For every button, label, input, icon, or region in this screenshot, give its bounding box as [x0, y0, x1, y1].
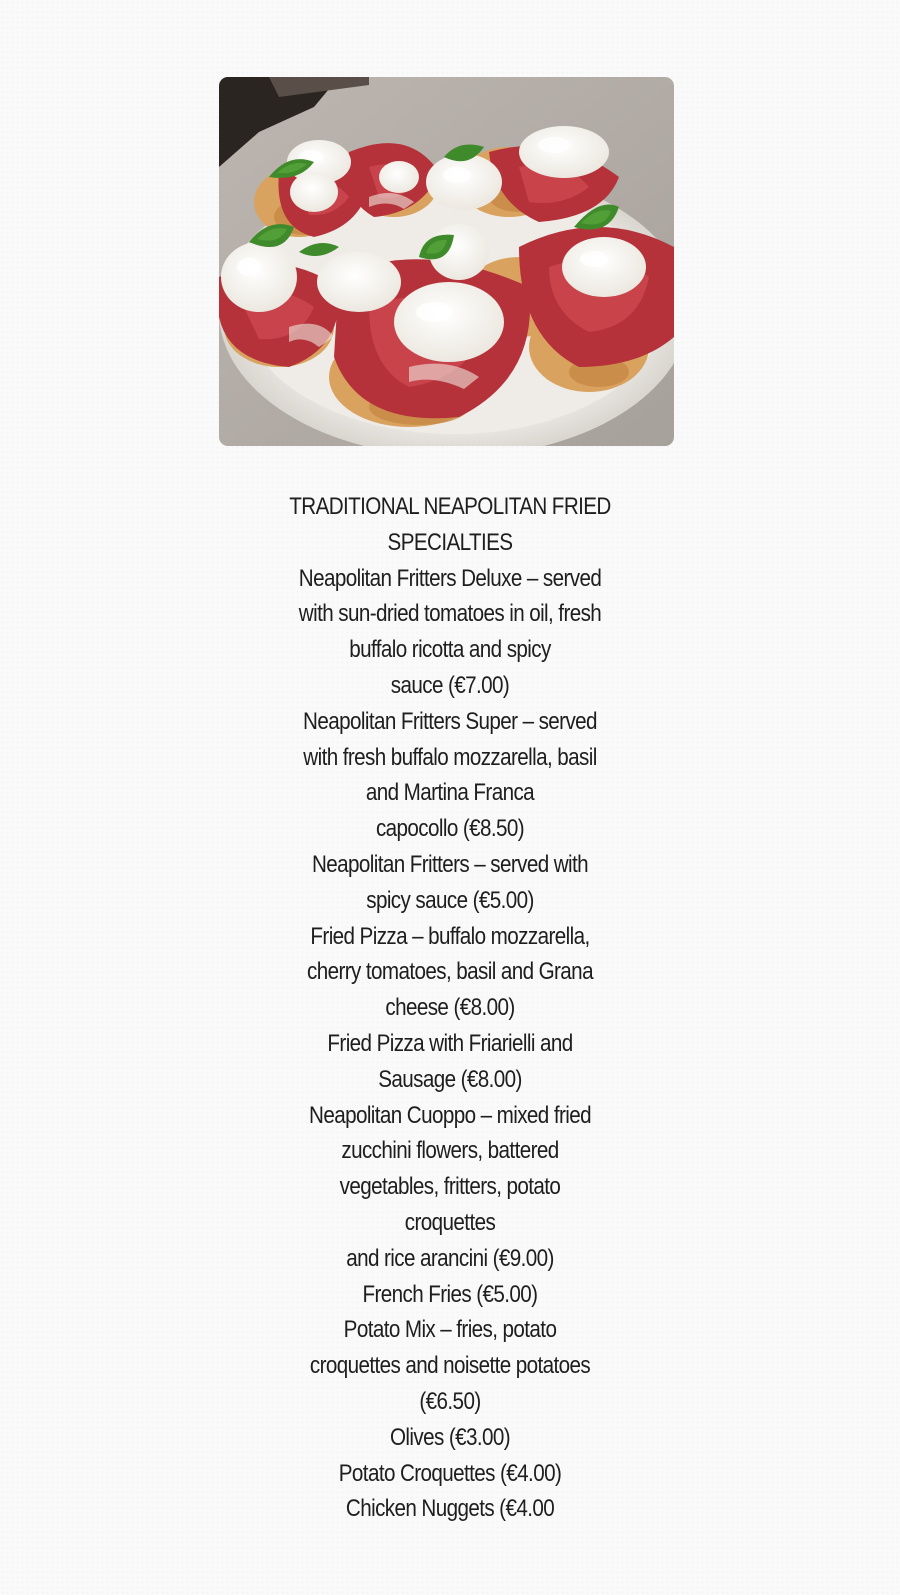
- menu-text: [200, 489, 700, 1527]
- menu-item-line: Neapolitan Fritters Deluxe – served: [298, 564, 602, 592]
- menu-item-line: Neapolitan Fritters – served with: [311, 850, 589, 878]
- menu-title: [200, 489, 700, 561]
- menu-item-line: and Martina Franca: [365, 779, 535, 807]
- menu-item-line: zucchini flowers, battered: [341, 1137, 559, 1165]
- menu-title-line: TRADITIONAL NEAPOLITAN FRIED: [289, 493, 611, 520]
- menu-item-line: Chicken Nuggets (€4.00: [345, 1495, 555, 1523]
- menu-title-line: SPECIALTIES: [387, 528, 513, 556]
- menu-item-line: cherry tomatoes, basil and Grana: [307, 958, 593, 986]
- menu-item-line: Fried Pizza with Friarielli and: [327, 1029, 573, 1057]
- menu-item-line: Olives (€3.00): [389, 1423, 511, 1451]
- menu-item-line: Neapolitan Fritters Super – served: [303, 707, 597, 735]
- menu-items: [200, 561, 700, 1528]
- menu-item-line: with fresh buffalo mozzarella, basil: [303, 743, 597, 771]
- menu-item-line: with sun-dried tomatoes in oil, fresh: [298, 600, 602, 628]
- menu-item-line: and rice arancini (€9.00): [346, 1244, 554, 1272]
- menu-item-line: Potato Mix – fries, potato: [343, 1316, 557, 1344]
- menu-item-line: Neapolitan Cuoppo – mixed fried: [309, 1101, 591, 1129]
- food-photo: [219, 77, 674, 446]
- menu-item-line: vegetables, fritters, potato: [339, 1173, 561, 1201]
- menu-item-line: Sausage (€8.00): [378, 1065, 522, 1093]
- menu-item-line: croquettes: [404, 1208, 496, 1236]
- menu-item-line: Potato Croquettes (€4.00): [338, 1459, 562, 1487]
- menu-item-line: Fried Pizza – buffalo mozzarella,: [310, 922, 590, 950]
- menu-item-line: cheese (€8.00): [385, 994, 515, 1022]
- menu-item-line: spicy sauce (€5.00): [366, 886, 534, 914]
- food-photo-illustration: [219, 77, 674, 446]
- menu-item-line: sauce (€7.00): [390, 671, 510, 699]
- menu-item-line: French Fries (€5.00): [362, 1280, 538, 1308]
- menu-item-line: buffalo ricotta and spicy: [349, 636, 551, 664]
- menu-item-line: capocollo (€8.50): [375, 815, 525, 843]
- menu-item-line: croquettes and noisette potatoes: [309, 1352, 591, 1380]
- menu-item-line: (€6.50): [419, 1387, 481, 1415]
